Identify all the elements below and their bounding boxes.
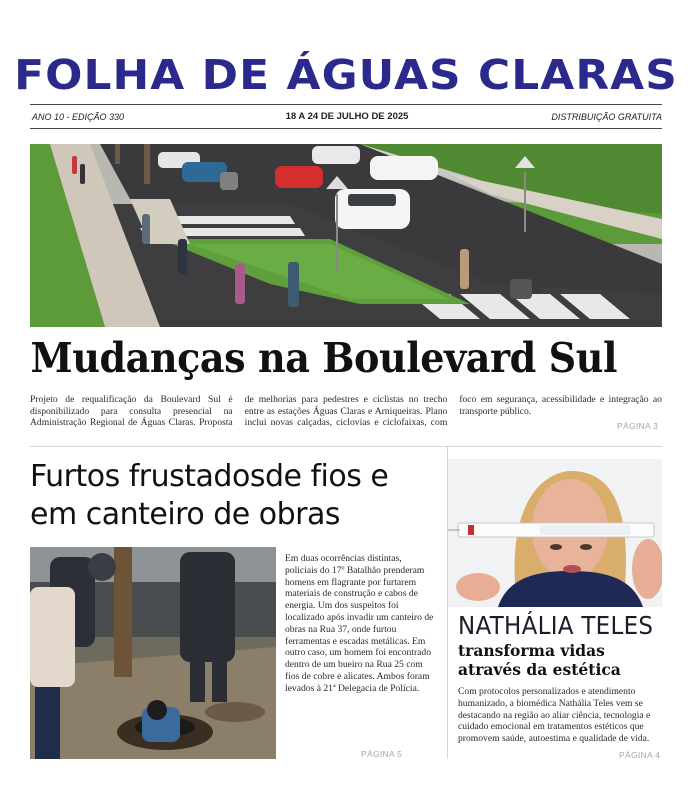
date-label: 18 A 24 DE JULHO DE 2025 — [285, 111, 409, 122]
lead-headline: Mudanças na Boulevard Sul — [30, 334, 617, 382]
story3-image — [448, 459, 662, 607]
edition-info-bar — [32, 110, 662, 124]
story3-page-ref: PÁGINA 4 — [619, 750, 661, 760]
info-rule — [30, 128, 662, 129]
story3-subtitle: transforma vidas através da estética — [458, 641, 621, 679]
lead-page-ref: PÁGINA 3 — [617, 421, 659, 431]
hero-image — [30, 144, 662, 327]
story3-name: NATHÁLIA TELES — [458, 611, 654, 640]
story2-page-ref: PÁGINA 5 — [361, 749, 403, 759]
story2-image — [30, 547, 276, 759]
section-divider — [30, 446, 662, 447]
lead-body: Projeto de requalificação da Boulevard Sul é disponibilizado para consulta presencial na Administração Regional de Águas Claras. Proposta de melhorias para pedestres e ciclistas no trecho entre as estações Águas Claras e Arniqueiras. Plano inclui novas calçadas, ciclovias e ciclofaixas, com foco em segurança, acessibilidade e integração ao transporte público. — [30, 394, 662, 428]
distribution-label: DISTRIBUIÇÃO GRATUITA — [551, 112, 662, 122]
story3-body: Com protocolos personalizados e atendimento humanizado, a biomédica Nathália Teles vem se destacando na região ao aliar ciência, tecnologia e cuidado emocional em tratamentos estéticos que promovem saúde, autoestima e qualidade de vida. — [458, 686, 651, 745]
masthead-title: FOLHA DE ÁGUAS CLARAS — [14, 51, 678, 99]
edition-label: ANO 10 - EDIÇÃO 330 — [32, 112, 125, 122]
story2-body: Em duas ocorrências distintas, policiais do 17º Batalhão prenderam homens em flagrante por furtarem materiais de construção e cabos de energia. Um dos suspeitos foi localizado após invadir um canteiro de obras na Rua 37, onde furtou ferramentas e escadas metálicas. Em outro caso, um homem foi encontrado dentro de um bueiro na Rua 25 com fios de cobre e alicates. Ambos foram levados à 21ª Delegacia de Polícia. — [285, 553, 434, 694]
story2-headline: Furtos frustadosde fios e em canteiro de obras — [30, 459, 389, 532]
masthead-rule — [30, 104, 662, 105]
